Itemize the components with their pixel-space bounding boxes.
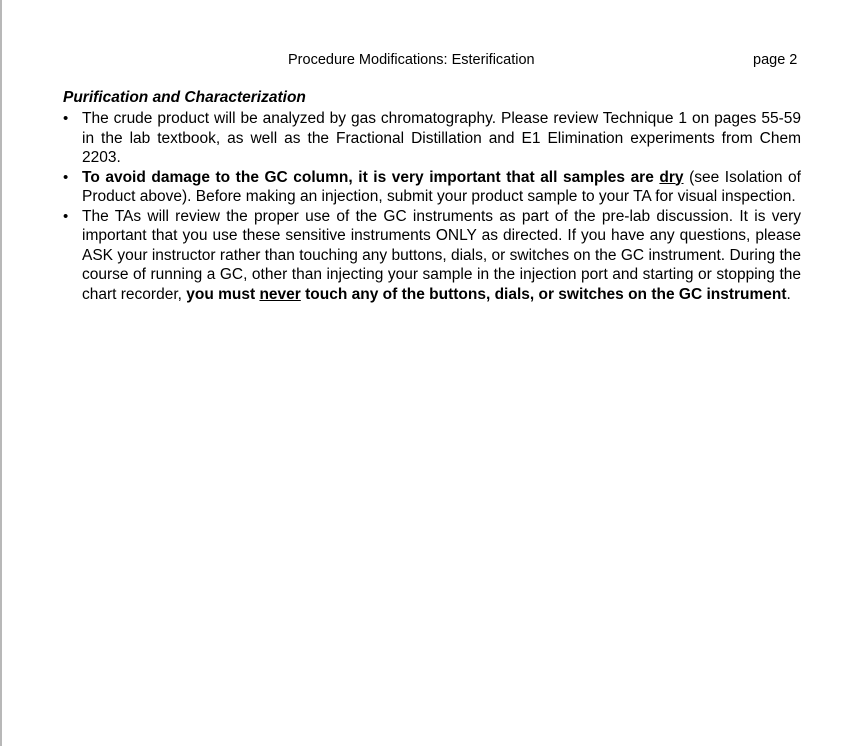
document-page	[2, 0, 858, 746]
bullet-text: .	[786, 285, 791, 303]
list-item	[63, 168, 801, 207]
emphasis-never: never	[259, 285, 301, 303]
bullet-icon: •	[63, 110, 69, 127]
bullet-text-bold: To avoid damage to the GC column, it is very important that all samples are	[82, 168, 660, 186]
list-item	[63, 207, 801, 305]
section-heading: Purification and Characterization	[63, 89, 306, 106]
page-number: page 2	[753, 52, 798, 68]
bullet-icon: •	[63, 168, 69, 186]
bullet-icon: •	[63, 207, 69, 225]
list-item	[63, 109, 801, 168]
bullet-text-bold: you must	[186, 285, 260, 303]
emphasis-dry: dry	[659, 168, 684, 186]
bullet-text: (see Isolation of Product above). Before making an injection, submit your product sample to your TA for visual inspection.	[82, 168, 801, 205]
page-header-title: Procedure Modifications: Esterification	[288, 52, 535, 68]
bullet-list	[63, 109, 801, 304]
bullet-text: The TAs will review the proper use of the GC instruments as part of the pre-lab discussion. It is very important that you use these sensitive instruments ONLY as directed. If you have any questions, please ASK your instructor rather than touching any buttons, dials, or switches on the GC instrument. During the course of running a GC, other than injecting your sample in the injection port and starting or stopping the chart recorder,	[82, 207, 801, 303]
bullet-text: The crude product will be analyzed by gas chromatography. Please review Technique 1 on pages 55-59 in the lab textbook, as well as the Fractional Distillation and E1 Elimination experiments from Chem 2203.	[82, 110, 801, 166]
bullet-text-bold: touch any of the buttons, dials, or switches on the GC instrument	[300, 285, 787, 303]
